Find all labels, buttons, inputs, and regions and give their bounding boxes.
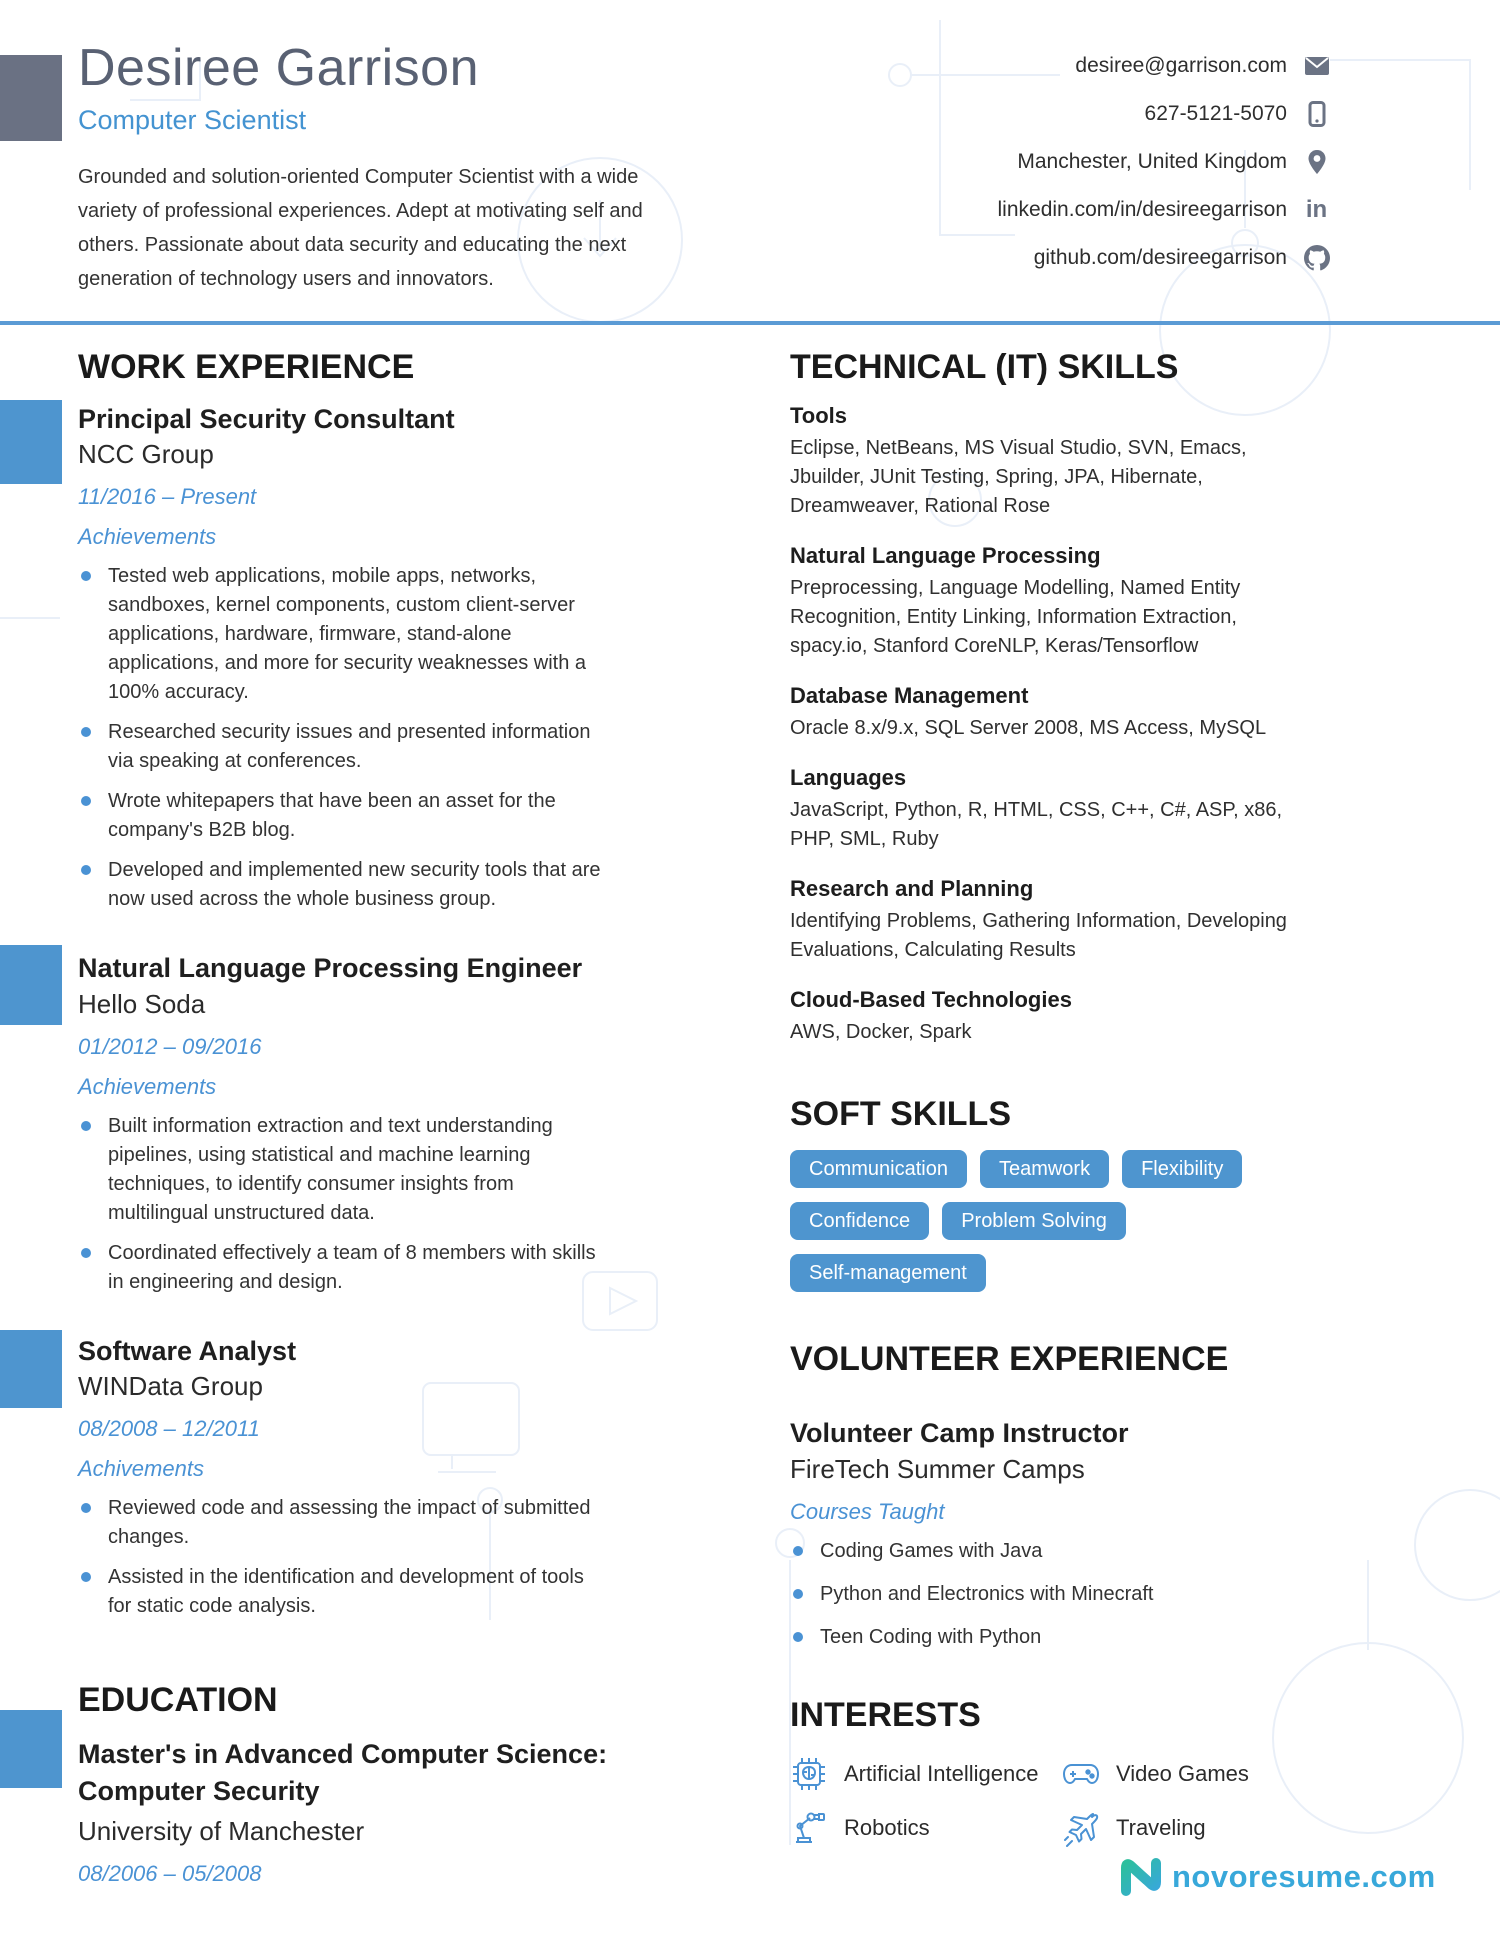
job-company: WINData Group — [78, 1371, 263, 1402]
job-title: Natural Language Processing Engineer — [78, 953, 583, 984]
job-accent-bar-2 — [0, 945, 62, 1025]
left-column — [78, 348, 703, 1887]
skill-category-name: Tools — [790, 403, 848, 429]
github-icon — [1303, 244, 1330, 271]
person-job-title: Computer Scientist — [78, 105, 307, 136]
contact-linkedin[interactable] — [998, 196, 1330, 223]
education-entry — [78, 1736, 703, 1887]
skill-category — [790, 543, 1305, 661]
skill-category-items: Identifying Problems, Gathering Information, Developing Evaluations, Calculating Results — [790, 910, 1287, 962]
skill-category-name: Research and Planning — [790, 876, 1034, 902]
course-item: Python and Electronics with Minecraft — [820, 1580, 1305, 1609]
skill-category-items: Preprocessing, Language Modelling, Named Entity Recognition, Entity Linking, Information Extraction, spacy.io, Stanford CoreNLP, Keras/Tensorflow — [790, 577, 1241, 658]
interest-item — [1062, 1755, 1305, 1793]
achievement-item: Reviewed code and assessing the impact of submitted changes. — [108, 1494, 608, 1552]
interest-label: Artificial Intelligence — [844, 1760, 1039, 1786]
soft-skills-heading: SOFT SKILLS — [790, 1095, 1011, 1134]
contact-github[interactable] — [1034, 244, 1330, 271]
robot-arm-icon — [790, 1809, 828, 1847]
contact-phone[interactable] — [1145, 100, 1330, 127]
achievement-item: Assisted in the identification and development of tools for static code analysis. — [108, 1563, 608, 1621]
header — [78, 40, 688, 296]
job-entry — [78, 1335, 703, 1621]
skill-category — [790, 987, 1305, 1047]
linkedin-text: linkedin.com/in/desireegarrison — [997, 197, 1287, 221]
brand-text: novoresume.com — [1172, 1859, 1436, 1894]
location-pin-icon — [1303, 148, 1330, 175]
interest-item — [790, 1809, 1062, 1847]
location-text: Manchester, United Kingdom — [1017, 149, 1287, 173]
soft-skill-tag: Flexibility — [1122, 1150, 1242, 1188]
interest-item — [790, 1755, 1062, 1793]
work-experience-heading: WORK EXPERIENCE — [78, 348, 415, 386]
soft-skill-tag: Problem Solving — [942, 1202, 1126, 1240]
courses-taught-label: Courses Taught — [790, 1498, 945, 1524]
course-item: Teen Coding with Python — [820, 1623, 1305, 1652]
job-company: Hello Soda — [78, 988, 206, 1019]
soft-skill-tags — [790, 1150, 1310, 1292]
novoresume-n-icon — [1118, 1856, 1164, 1898]
school-name: University of Manchester — [78, 1816, 365, 1847]
achievement-item: Developed and implemented new security tools that are now used across the whole business group. — [108, 856, 608, 914]
interest-label: Traveling — [1116, 1814, 1206, 1840]
job-accent-bar-1 — [0, 400, 62, 484]
skill-category-items: JavaScript, Python, R, HTML, CSS, C++, C#, ASP, x86, PHP, SML, Ruby — [790, 799, 1283, 851]
interests-grid — [790, 1755, 1305, 1847]
interests-heading: INTERESTS — [790, 1695, 981, 1734]
soft-skill-tag: Confidence — [790, 1202, 929, 1240]
job-title: Principal Security Consultant — [78, 404, 455, 435]
skill-category-name: Cloud-Based Technologies — [790, 987, 1072, 1013]
achievements-label: Achievements — [78, 524, 217, 550]
volunteer-organization: FireTech Summer Camps — [790, 1453, 1085, 1484]
job-title: Software Analyst — [78, 1335, 297, 1366]
skill-category-items: AWS, Docker, Spark — [790, 1021, 972, 1044]
skill-category-items: Eclipse, NetBeans, MS Visual Studio, SVN, Emacs, Jbuilder, JUnit Testing, Spring, JPA, Hibernate, Dreamweaver, Rational Rose — [790, 437, 1247, 518]
achievement-item: Wrote whitepapers that have been an asset for the company's B2B blog. — [108, 787, 608, 845]
job-entry — [78, 403, 703, 914]
ai-chip-icon — [790, 1755, 828, 1793]
skill-category-name: Languages — [790, 765, 907, 791]
envelope-icon — [1303, 52, 1330, 79]
volunteer-role: Volunteer Camp Instructor — [790, 1418, 1129, 1449]
education-dates: 08/2006 – 05/2008 — [78, 1861, 262, 1887]
achievement-list — [78, 1112, 703, 1297]
achievement-list — [78, 562, 703, 914]
skill-category-name: Natural Language Processing — [790, 543, 1101, 569]
volunteer-entry — [790, 1417, 1305, 1651]
technical-skills-heading: TECHNICAL (IT) SKILLS — [790, 348, 1179, 386]
mobile-phone-icon — [1303, 100, 1330, 127]
job-dates: 01/2012 – 09/2016 — [78, 1033, 262, 1059]
right-column — [790, 348, 1305, 1847]
soft-skill-tag: Communication — [790, 1150, 967, 1188]
achievement-item: Built information extraction and text understanding pipelines, using statistical and machine learning techniques, to identify consumer insights from multilingual unstructured data. — [108, 1112, 608, 1228]
job-dates: 11/2016 – Present — [78, 484, 257, 510]
course-item: Coding Games with Java — [820, 1537, 1305, 1566]
achievements-label: Achivements — [78, 1456, 204, 1482]
person-name: Desiree Garrison — [78, 39, 480, 97]
achievement-item: Tested web applications, mobile apps, networks, sandboxes, kernel components, custom client-server applications, hardware, firmware, stand-alone applications, and more for security weaknesses with a 100% accuracy. — [108, 562, 608, 707]
skill-category — [790, 876, 1305, 965]
linkedin-icon: in — [1305, 195, 1328, 223]
education-accent-bar — [0, 1710, 62, 1788]
email-text: desiree@garrison.com — [1075, 53, 1287, 77]
gamepad-icon — [1062, 1755, 1100, 1793]
job-accent-bar-3 — [0, 1330, 62, 1408]
interest-label: Video Games — [1116, 1760, 1249, 1786]
interest-item — [1062, 1809, 1305, 1847]
contact-block — [998, 52, 1330, 271]
interest-label: Robotics — [844, 1814, 930, 1840]
header-accent-square — [0, 55, 62, 141]
skill-category-items: Oracle 8.x/9.x, SQL Server 2008, MS Access, MySQL — [790, 717, 1267, 740]
contact-location — [1017, 148, 1330, 175]
job-dates: 08/2008 – 12/2011 — [78, 1416, 260, 1442]
achievement-list — [78, 1494, 703, 1621]
soft-skill-tag: Self-management — [790, 1254, 986, 1292]
novoresume-logo[interactable] — [1118, 1856, 1436, 1898]
achievement-item: Researched security issues and presented information via speaking at conferences. — [108, 718, 608, 776]
education-heading: EDUCATION — [78, 1681, 278, 1720]
profile-summary: Grounded and solution-oriented Computer Scientist with a wide variety of professional experiences. Adept at motivating self and others. Passionate about data security and educating the next generation of technology users and innovators. — [78, 166, 643, 291]
volunteer-heading: VOLUNTEER EXPERIENCE — [790, 1340, 1229, 1379]
skill-category — [790, 683, 1305, 743]
job-entry — [78, 952, 703, 1296]
achievement-item: Coordinated effectively a team of 8 members with skills in engineering and design. — [108, 1239, 608, 1297]
soft-skill-tag: Teamwork — [980, 1150, 1109, 1188]
header-divider-line — [0, 321, 1500, 325]
airplane-icon — [1062, 1809, 1100, 1847]
phone-text: 627-5121-5070 — [1144, 101, 1287, 125]
skill-category-name: Database Management — [790, 683, 1029, 709]
job-company: NCC Group — [78, 439, 214, 470]
course-list — [790, 1537, 1305, 1652]
github-text: github.com/desireegarrison — [1033, 245, 1287, 269]
degree-title: Master's in Advanced Computer Science: Computer Security — [78, 1739, 608, 1807]
skill-category — [790, 403, 1305, 521]
achievements-label: Achievements — [78, 1073, 217, 1099]
skill-category — [790, 765, 1305, 854]
contact-email[interactable] — [1075, 52, 1330, 79]
